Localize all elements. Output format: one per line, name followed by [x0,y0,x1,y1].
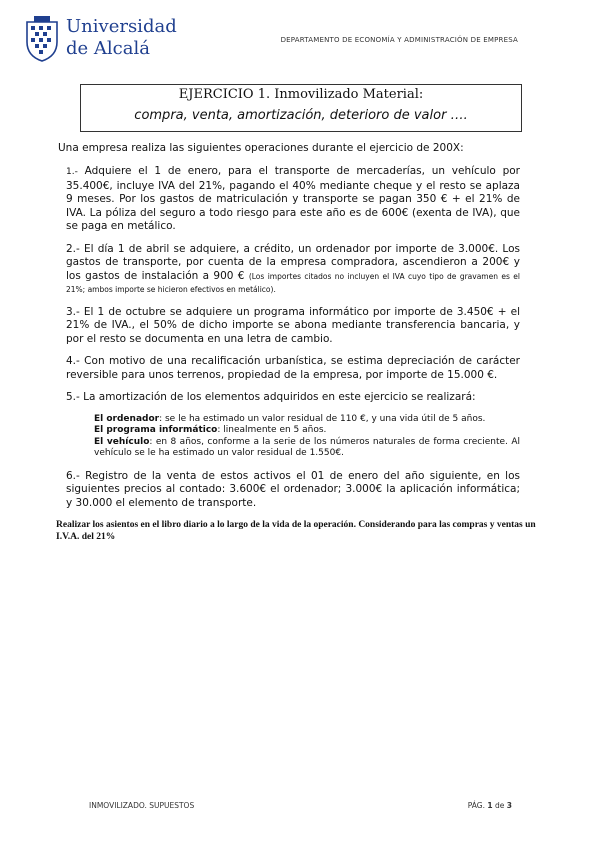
exercise-subtitle: compra, venta, amortización, deterioro de valor …. [134,108,468,123]
page-of: de [495,801,505,810]
operation-6: 6.- Registro de la venta de estos activos el 01 de enero del año siguiente, en los siguientes precios al contado: 3.600€ el ordenador; 3.000€ la aplicación informática; y 30.000 el elemento de transporte. [66,469,520,509]
logo-line-1: Universidad [66,16,177,37]
department-name: DEPARTAMENTO DE ECONOMÍA Y ADMINISTRACIÓN DE EMPRESA [280,36,518,44]
operation-2 [66,243,520,297]
amortization-text: : en 8 años, conforme a la serie de los números naturales de forma creciente. Al vehículo se le ha estimado un valor residual de 1.550€. [94,436,520,458]
university-crest-icon [24,16,60,62]
page-current: 1 [487,801,493,810]
amortization-ordenador [94,414,520,426]
amortization-label: El ordenador [94,413,160,424]
page-header [0,0,600,80]
amortization-list [94,414,520,460]
operation-1-number: 1.- [66,167,78,177]
university-logo [24,16,184,66]
footer-document-title: INMOVILIZADO. SUPUESTOS [89,801,195,810]
intro-text: Una empresa realiza las siguientes operaciones durante el ejercicio de 200X: [58,142,464,154]
operation-5: 5.- La amortización de los elementos adquiridos en este ejercicio se realizará: [66,391,476,403]
amortization-vehiculo [94,437,520,460]
exercise-title-box [80,84,522,132]
final-instruction: Realizar los asientos en el libro diario a lo largo de la vida de la operación. Considerando para las compras y ventas un I.V.A. del 21% [56,520,536,542]
exercise-title: EJERCICIO 1. Inmovilizado Material: [178,87,424,102]
amortization-programa [94,425,520,437]
amortization-text: : se le ha estimado un valor residual de 110 €, y una vida útil de 5 años. [159,413,486,424]
operation-4: 4.- Con motivo de una recalificación urbanística, se estima depreciación de carácter reversible para unos terrenos, propiedad de la empresa, por importe de 15.000 €. [66,355,520,381]
exercise-body [56,142,536,543]
operation-3: 3.- El 1 de octubre se adquiere un programa informático por importe de 3.450€ + el 21% de IVA., el 50% de dicho importe se abona mediante transferencia bancaria, y por el resto se documenta en una letra de cambio. [66,305,520,345]
amortization-label: El programa informático [94,425,218,435]
amortization-text: : linealmente en 5 años. [217,425,327,435]
page-number [468,801,512,810]
page-label: PÁG. [467,801,486,810]
operation-1-text: Adquiere el 1 de enero, para el transporte de mercaderías, un vehículo por 35.400€, incluye IVA del 21%, pagando el 40% mediante cheque y el resto se aplaza 9 meses. Por los gastos de matriculación y transporte se pagan 350 € + el 21% de IVA. La póliza del seguro a todo riesgo para este año es de 600€ (exenta de IVA), que se paga en metálico. [66,165,520,232]
page-total: 3 [506,801,512,810]
operation-1 [66,165,520,234]
amortization-label: El vehículo [94,436,150,447]
operation-2-text: 2.- El día 1 de abril se adquiere, a crédito, un ordenador por importe de 3.000€. Los gastos de transporte, por cuenta de la empresa compradora, ascendieron a 200€ y los gastos de instalación a 900 € [66,242,520,282]
logo-line-2: de Alcalá [66,38,150,59]
university-name [66,16,177,60]
operation-2-note: (Los importes citados no incluyen el IVA cuyo tipo de gravamen es el 21%; ambos importe se hicieron efectivos en metálico). [66,271,520,294]
